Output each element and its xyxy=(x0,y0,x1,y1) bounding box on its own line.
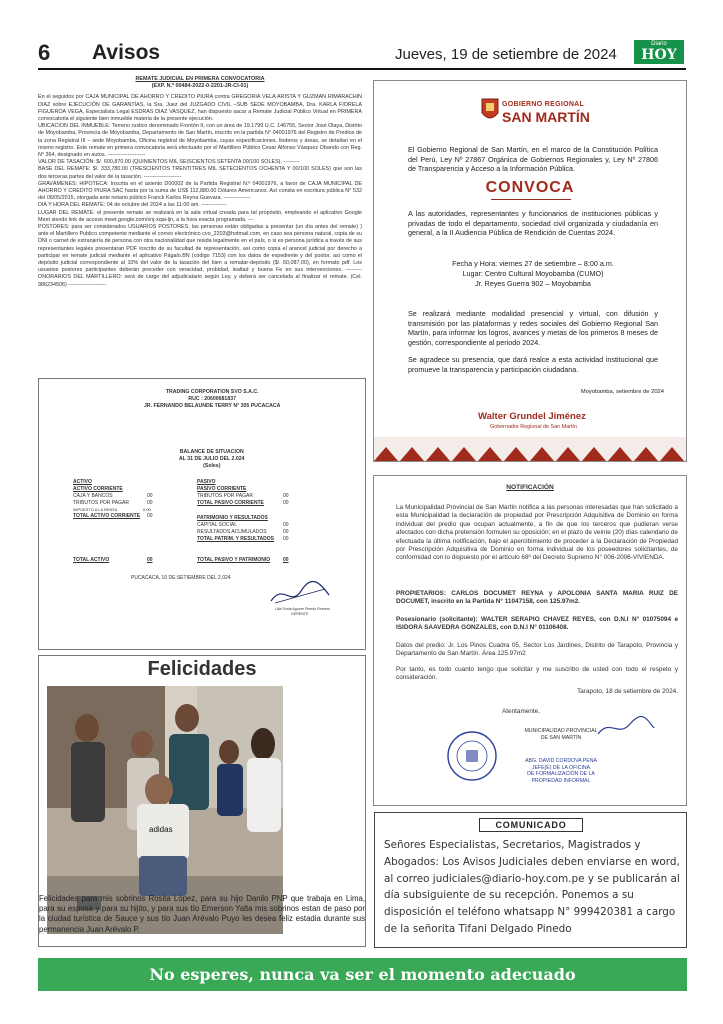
logo-big-text: HOY xyxy=(641,47,677,63)
bal-tributos-a: TRIBUTOS POR PAGAR xyxy=(73,500,129,506)
bal-tributos: TRIBUTOS POR PAGAR xyxy=(197,493,253,499)
gob-convoca: CONVOCA xyxy=(485,179,575,196)
noti-signer: ABG. DAVID CORDOVA PENA JEFE(E) DE LA OFICINA DE FORMALIZACIÓN DE LA PROPIEDAD INFORMAL xyxy=(525,758,597,784)
gob-audience: A las autoridades, representantes y funcionarios de instituciones públicas y privadas de todo el departamento, sociedad civil organizada y ciudadanía en general, a la II Audiencia Pública de Rendición de Cuentas 2024. xyxy=(408,209,658,238)
noti-place: Tarapoto, 18 de setiembre de 2024. xyxy=(577,688,678,695)
logo-small-text: Diario xyxy=(651,41,667,47)
page-number: 6 xyxy=(38,40,51,65)
bal-imp-val: 0.00 xyxy=(143,507,151,512)
bal-total-pasivo-corriente: TOTAL PASIVO CORRIENTE xyxy=(197,500,264,506)
bal-signer: Lilia Sonia Aguirre Pinedo Romero xyxy=(275,607,330,611)
bal-place-date: PUCACACA, 10 DE SETIEMBRE DEL 2.024 xyxy=(131,575,231,581)
shirt-text: adidas xyxy=(149,825,173,834)
bal-total-activo-corriente: TOTAL ACTIVO CORRIENTE xyxy=(73,513,141,519)
gob-role: Gobernador Regional de San Martín xyxy=(490,424,577,430)
convoca-underline xyxy=(491,199,571,200)
bal-tpagar-val: 00 xyxy=(283,493,289,499)
bal-tac-val: 00 xyxy=(147,513,153,519)
bal-activo-corriente: ACTIVO CORRIENTE xyxy=(73,486,123,492)
bal-total-activo: TOTAL ACTIVO xyxy=(73,557,110,563)
balance-title: BALANCE DE SITUACION xyxy=(179,449,244,455)
gob-place: Moyobamba, setiembre de 2024 xyxy=(580,389,664,395)
bal-activo: ACTIVO xyxy=(73,479,92,485)
bal-cap-val: 00 xyxy=(283,522,289,528)
footer-slogan: No esperes, nunca va ser el momento adecuado xyxy=(38,958,687,991)
noti-p2: PROPIETARIOS: CARLOS DOCUMET REYNA y APOLONIA SANTA MARIA RUIZ DE DOCUMET, inscrito en la Partida N° 11047158, con 125.97m2. xyxy=(396,590,678,606)
balance-company: TRADING CORPORATION SVO S.A.C. xyxy=(165,389,259,395)
section-title: Avisos xyxy=(92,41,161,64)
noti-signature-graphic xyxy=(596,716,656,738)
gob-line2: SAN MARTÍN xyxy=(502,109,590,125)
balance-address: JR. FERNANDO BELAUNDE TERRY N° 305 PUCACACA xyxy=(144,403,281,409)
remate-body: En el seguidos por CAJA MUNICIPAL DE AHORRO Y CREDITO PIURA contra GREGORIA VELA ARISTA Y GUZMAN RIMARACHIN DIAZ sobre EJECUCIÓN DE GARANTÍAS, la Sra. Juez del JUZGADO CIVIL –SUB SEDE MOYOBAMBA, Dra. KARLA FIORELA FIGUEROA VEGA, Especialista Legal ESDRAS DIAZ VASQUEZ, han dispuesto sacar a Remate Judicial Público Virtual en PRIMERA convocatoria el siguiente bien inmueble materia de la presente ejecución. UBICACION DEL INMUEBLE: Terreno rustico denominado Frontón II, con un área de 19.1799 U.C. 146755, Sector José Olaya, Distrito de Moyobamba, Provincia de Moyobamba, Departamento de San Martín, inscrito en la partida N° 04001976 del Registro de Predios de la zona Registral III – sede Moyobamba, Oficina registral de Moyobamba, cuyas especificaciones, linderos y áreas, se detallan en el mismo registro. Este remate en primera convocatoria será efectuado por el Martillero Público Cesar Alfonso Vásquez Obando con Reg. N° 364, designado en autos. --------------------- VALOR DE TASACIÓN: $/. 600,870.00 (QUINIENTOS MIL SEISCIENTOS SETENTA 00/100 SOLES). --------- BASE DEL REMATE: $/. 333,780.00 (TRESCIENTOS TRENTITRES MIL SETECIENTOS OCHENTA Y 00/100 SOLES) que son las dos terceras partes del valor de la tasación. --------------------- GRAVÁMENES: HIPOTECA: Inscrita en el asiento D00002 de la Partida Registral N.º 04001976, a favor de CAJA MUNICIPAL DE AHORRO Y CREDITO PIURA SAC hasta por la suma de US$ 112,880.00 Dólares Americanos. Así consta en escritura pública N° 532 del 06/05/2015, otorgada ante notario público Franck Karlos Reyna Guevara. --------------- DIA Y HORA DEL REMATE: 04 de octubre del 2024 a las 11:00 am. -------------- LUGAR DEL REMATE: el presente remate se realizará en la sala virtual creada para tal propósito, empleando el aplicativo Google Meet siendo link de acceso meet.google.com/xnj-xqai-ljn, a la hora exacta programada. --- POSTORES: para ser considerados USUARIOS POSTORES, las personas están obligadas a presentar (un día antes del remate) ) ante el Martillero Publico competente mediante el correo electrónico cvo_2203@hotmail.com, en caso sea persona natural, copia de su DNI o carnet de extranjería de persona con otra nacionalidad que resida legalmente en el país, o si es persona jurídica a través de sus representantes legales presentaran PDF inscrito de su facultad de representación, así como copia el arancel judicial por derecho a participar en remate judicial mediante el aplicativo Págalo.BN (código 7153) con los datos de expediente y del postor, así como el depósito judicial correspondiente al 10% del valor de la tasación del bien a rematar-depósito ($/. 60,087.00), en formato pdf. Los usuarios postores participantes deberán proceder con veracidad, probidad, lealtad y buena Fe en sus intervenciones. ---------ONORARIOS DEL MARTILLERO: será de cargo del adjudicatario según Ley, y deberá ser cancelada al finalizar el remate. (Cel. 986234506) --------------------- xyxy=(38,94,362,288)
notificacion-notice xyxy=(373,475,687,806)
bal-patrimonio: PATRIMONIO Y RESULTADOS xyxy=(197,515,268,521)
noti-closing: Atentamente, xyxy=(502,708,541,715)
bal-res-val: 00 xyxy=(283,529,289,535)
balance-header xyxy=(144,389,280,410)
newspaper-logo xyxy=(634,40,684,64)
bal-impuesto: IMPUESTO A LA RENTA xyxy=(73,507,118,512)
balance-date: AL 31 DE JULIO DEL 2.024 xyxy=(179,456,245,462)
felicidades-title: Felicidades xyxy=(147,658,257,680)
gob-line1: GOBIERNO REGIONAL xyxy=(502,101,585,108)
noti-title: NOTIFICACIÓN xyxy=(506,484,554,491)
bal-trib-val: 00 xyxy=(147,500,153,506)
bal-ta-val: 00 xyxy=(147,557,153,563)
decorative-band xyxy=(374,437,686,461)
remate-exp: (EXP. N.º 00484-2022-0-2201-JR-CI-01) xyxy=(151,83,249,90)
balance-ruc: RUC : 20600681837 xyxy=(188,396,236,402)
comunicado-body: Señores Especialistas, Secretarios, Magistrados y Abogados: Los Avisos Judiciales deben enviarse en word, al correo judiciales@diario-hoy.com.pe y se publicarán al día subsiguiente de su recepción. Ponemos a su disposición el teléfono whatsapp N° 999420381 a cargo de la señorita Tifani Delgado Pinedo xyxy=(384,839,680,935)
signature-graphic xyxy=(265,577,335,611)
issue-date: Jueves, 19 de setiembre de 2024 xyxy=(395,46,617,63)
bal-tp-val: 00 xyxy=(283,557,289,563)
bal-caja-val: 00 xyxy=(147,493,153,499)
gob-when-where: Fecha y Hora: viernes 27 de setiembre – 8:00 a.m. Lugar: Centro Cultural Moyobamba (CUMO) Jr. Reyes Guerra 902 – Moyobamba xyxy=(452,259,614,288)
bal-pasivo: PASIVO xyxy=(197,479,216,485)
gob-modality: Se realizará mediante modalidad presencial y virtual, con difusión y transmisión por las plataformas y redes sociales del Gobierno Regional San Martín, para informar los logros, avances y metas de los primeros 8 meses de gestión, correspondiente al periodo 2024. xyxy=(408,309,658,347)
comunicado-box xyxy=(374,812,687,948)
felicidades-box xyxy=(38,655,366,947)
comunicado-title: COMUNICADO xyxy=(479,818,583,832)
bal-pasivo-corriente: PASIVO CORRIENTE xyxy=(197,486,247,492)
noti-p1: La Municipalidad Provincial de San Martín notifica a las personas interesadas que han solicitado a esta Municipalidad la declaración de propiedad por Prescripción Adquisitiva de Dominio en forma individual del predio que ocupan actualmente, a fin de que los terceros que pudieran verse afectados con dicha pretensión formulen su oposición; en el plazo de veinte (20) días calendario de efectuada la última notificación, bajo el apercibimiento de proceder a la Declaración de Propiedad por Prescripción Adquisitiva de Dominio en forma individual de los poseedores solicitantes, de conformidad con lo dispuesto por el artículo 68º del Decreto Supremo N° 006-2006-VIVIENDA. xyxy=(396,504,678,562)
noti-muni: MUNICIPALIDAD PROVINCIAL DE SAN MARTÍN xyxy=(524,728,598,741)
balance-subheader xyxy=(179,449,245,470)
remate-title: REMATE JUDICIAL EN PRIMERA CONVOCATORIA xyxy=(135,76,265,82)
noti-p5: Por tanto, es todo cuanto tengo que solicitar y me suscribo de usted con todo el respeto y consideración. xyxy=(396,666,678,682)
balance-sheet xyxy=(38,378,366,650)
municipal-seal xyxy=(446,730,498,782)
gob-thanks: Se agradece su presencia, que dará realce a esta actividad institucional que promueve la transparencia y participación ciudadana. xyxy=(408,355,658,374)
noti-p4: Datos del predio: Jr. Los Pinos Cuadra 05, Sector Los Jardines, Distrito de Tarapoto, Provincia y Departamento de San Martín. Área 125.97m2 xyxy=(396,642,678,658)
gob-intro: El Gobierno Regional de San Martín, en el marco de la Constitución Política del Perú, Ley Nº 27867 Orgánica de Gobiernos Regionales y, Ley Nº 27806 de Transparencia y Acceso a la Información Pública. xyxy=(408,145,658,174)
bal-total-patrim: TOTAL PATRIM. Y RESULTADOS xyxy=(197,536,274,542)
bal-caja: CAJA Y BANCOS xyxy=(73,493,113,499)
header-divider xyxy=(38,68,686,70)
noti-p3: Posesionario (solicitante): WALTER SERAPIO CHAVEZ REYES, con D.N.I N° 01075094 e ISIDORA SAAVEDRA GONZALES, con D.N.I N° 01106408. xyxy=(396,616,678,632)
balance-unit: (Soles) xyxy=(203,463,221,469)
gobierno-regional-ad xyxy=(373,80,687,462)
bal-tpr-val: 00 xyxy=(283,536,289,542)
bal-capital: CAPITAL SOCIAL xyxy=(197,522,238,528)
regional-crest-icon xyxy=(480,97,500,123)
bal-signer-role: GERENTE xyxy=(291,612,309,616)
bal-resultados: RESULTADOS ACUMULADOS xyxy=(197,529,267,535)
gob-signer: Walter Grundel Jiménez xyxy=(478,411,586,422)
bal-tpc-val: 00 xyxy=(283,500,289,506)
felicidades-caption: Felicidades para mis sobrinos Rosita López, para su hijo Danilo PNP que trabaja en Lima, para su esposa y para su hijito, y para sus tío Emerson Yalta mis sobrinos estan de paso por la ciudad turística de Sauce y sus tío Juan Arévalo Puyo les desea feliz estadia durante sus permanencia Juan Arévalo P. xyxy=(39,894,365,934)
bal-total-pasivo: TOTAL PASIVO Y PATRIMONIO xyxy=(197,557,271,563)
remate-notice xyxy=(38,76,362,372)
